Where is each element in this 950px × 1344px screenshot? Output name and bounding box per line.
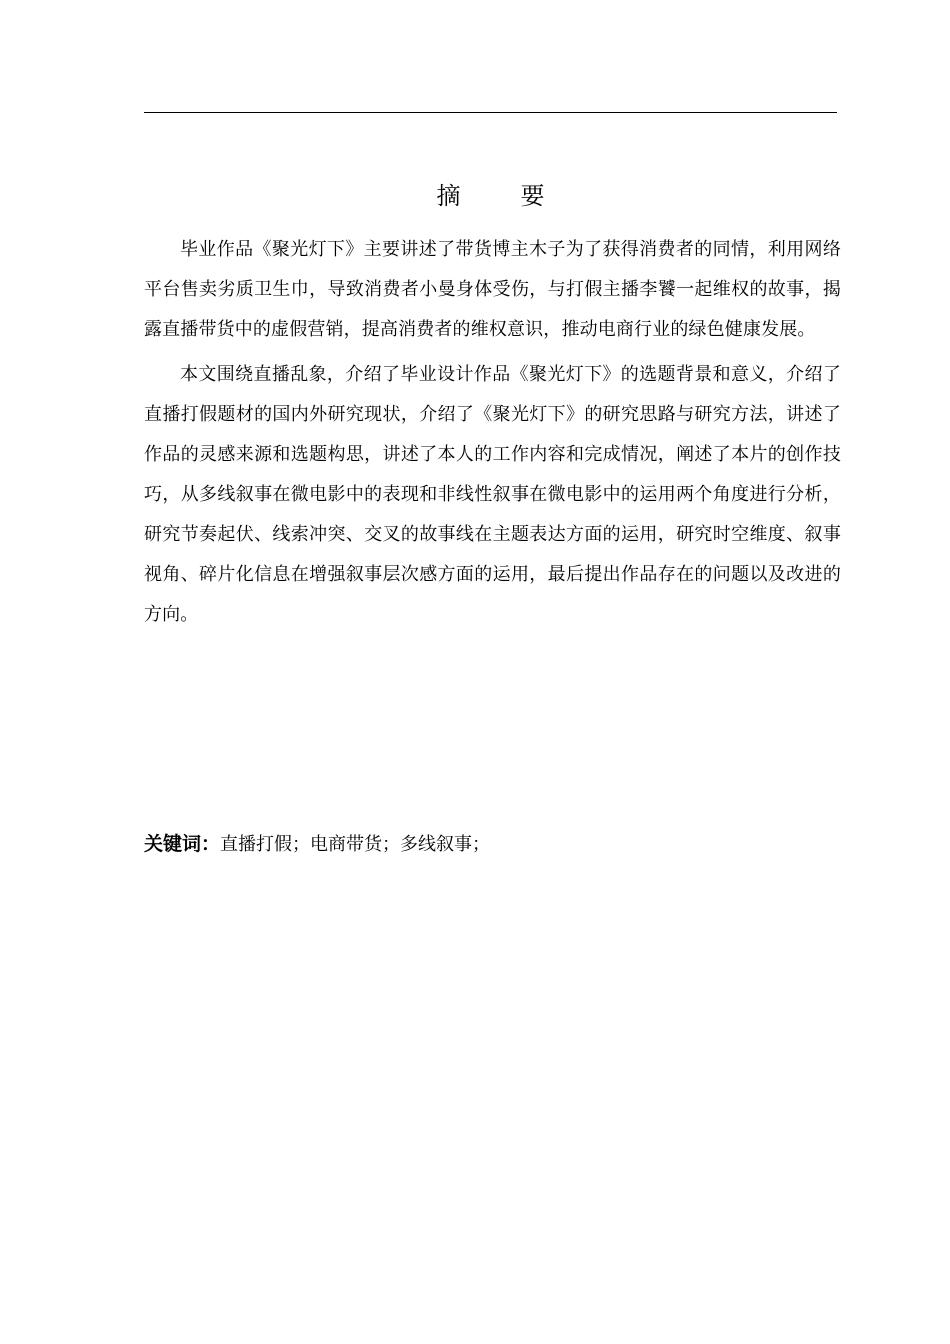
abstract-paragraph-1: 毕业作品《聚光灯下》主要讲述了带货博主木子为了获得消费者的同情，利用网络平台售卖劣质卫生巾，导致消费者小曼身体受伤，与打假主播李饕一起维权的故事，揭露直播带货中的虚假营销，提高消费者的维权意识，推动电商行业的绿色健康发展。: [144, 239, 841, 340]
keywords-line: [144, 826, 841, 863]
abstract-paragraph-2: 本文围绕直播乱象，介绍了毕业设计作品《聚光灯下》的选题背景和意义，介绍了直播打假题材的国内外研究现状，介绍了《聚光灯下》的研究思路与研究方法，讲述了作品的灵感来源和选题构思，讲述了本人的工作内容和完成情况，阐述了本片的创作技巧，从多线叙事在微电影中的表现和非线性叙事在微电影中的运用两个角度进行分析，研究节奏起伏、线索冲突、交叉的故事线在主题表达方面的运用，研究时空维度、叙事视角、碎片化信息在增强叙事层次感方面的运用，最后提出作品存在的问题以及改进的方向。: [144, 364, 841, 625]
keywords-label: 关键词：: [144, 833, 221, 855]
header-rule: [144, 112, 837, 113]
keywords-value: 直播打假；电商带货；多线叙事；: [220, 834, 491, 855]
page-title: 摘 要: [436, 182, 563, 210]
abstract-body: [144, 230, 841, 635]
